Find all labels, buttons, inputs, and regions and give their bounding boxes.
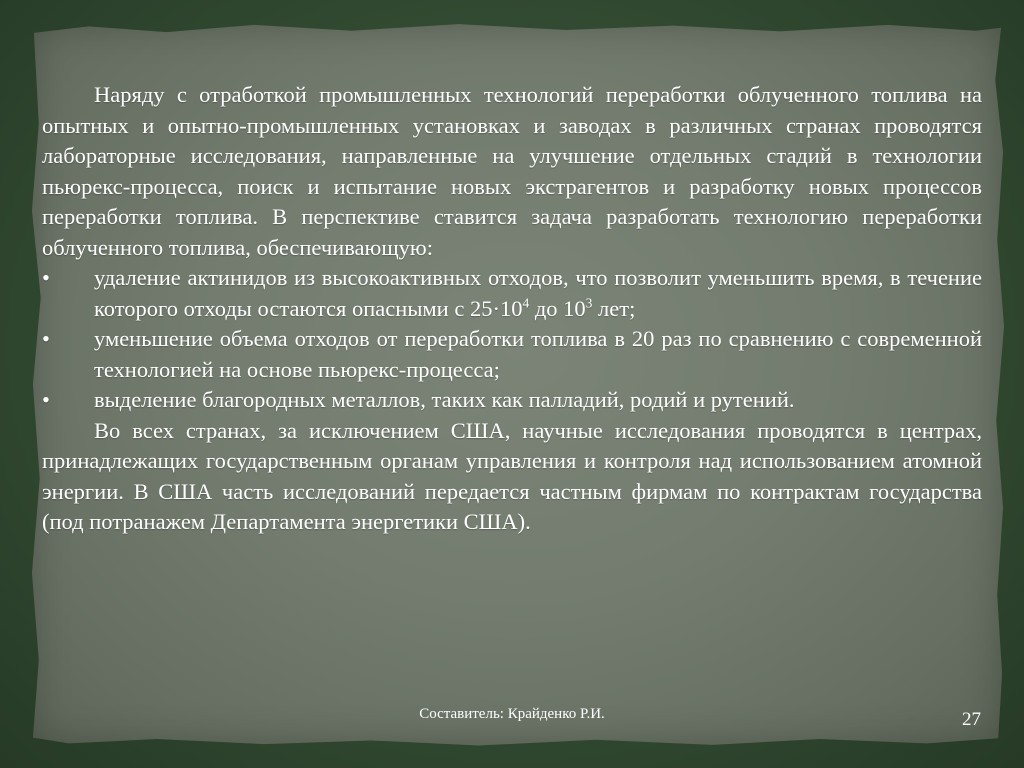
bullet-marker: • — [42, 387, 50, 412]
exponent-1: 4 — [522, 295, 530, 310]
bullet-text-part-c: лет; — [592, 295, 636, 321]
bullet-text: выделение благородных металлов, таких как палладий, родий и рутений. — [94, 387, 795, 412]
footer-author: Составитель: Крайденко Р.И. — [419, 706, 605, 722]
bullet-item-actinides — [42, 263, 982, 324]
bullet-item-metals — [42, 385, 982, 416]
paragraph-intro: Наряду с отработкой промышленных технологий переработки облученного топлива на опытных и опытно-промышленных установках и заводах в различных странах проводятся лабораторные исследования, направленные на улучшение отдельных стадий в технологии пьюрекс-процесса, поиск и испытание новых экстрагентов и разработку новых процессов переработки топлива. В перспективе ставится задача разработать технологию переработки облученного топлива, обеспечивающую: — [42, 82, 982, 260]
exponent-2: 3 — [585, 295, 593, 310]
bullet-marker: • — [42, 265, 50, 290]
bullet-text-part-b: до 10 — [529, 295, 586, 321]
bullet-text: уменьшение объема отходов от переработки топлива в 20 раз по сравнению с современной технологией на основе пьюрекс-процесса; — [94, 326, 982, 382]
bullet-item-volume — [42, 324, 982, 385]
paragraph-research-centers: Во всех странах, за исключением США, научные исследования проводятся в центрах, принадлежащих государственным органам управления и контроля над использованием атомной энергии. В США часть исследований передается частным фирмам по контрактам государства (под потранажем Департамента энергетики США). — [42, 417, 982, 534]
page-number: 27 — [962, 709, 981, 730]
bullet-marker: • — [42, 326, 50, 351]
slide-body — [42, 80, 982, 538]
bullet-text-part-a: удаление актинидов из высокоактивных отходов, что позволит уменьшить время, в течение которого отходы остаются опасными с 25·10 — [94, 265, 982, 321]
